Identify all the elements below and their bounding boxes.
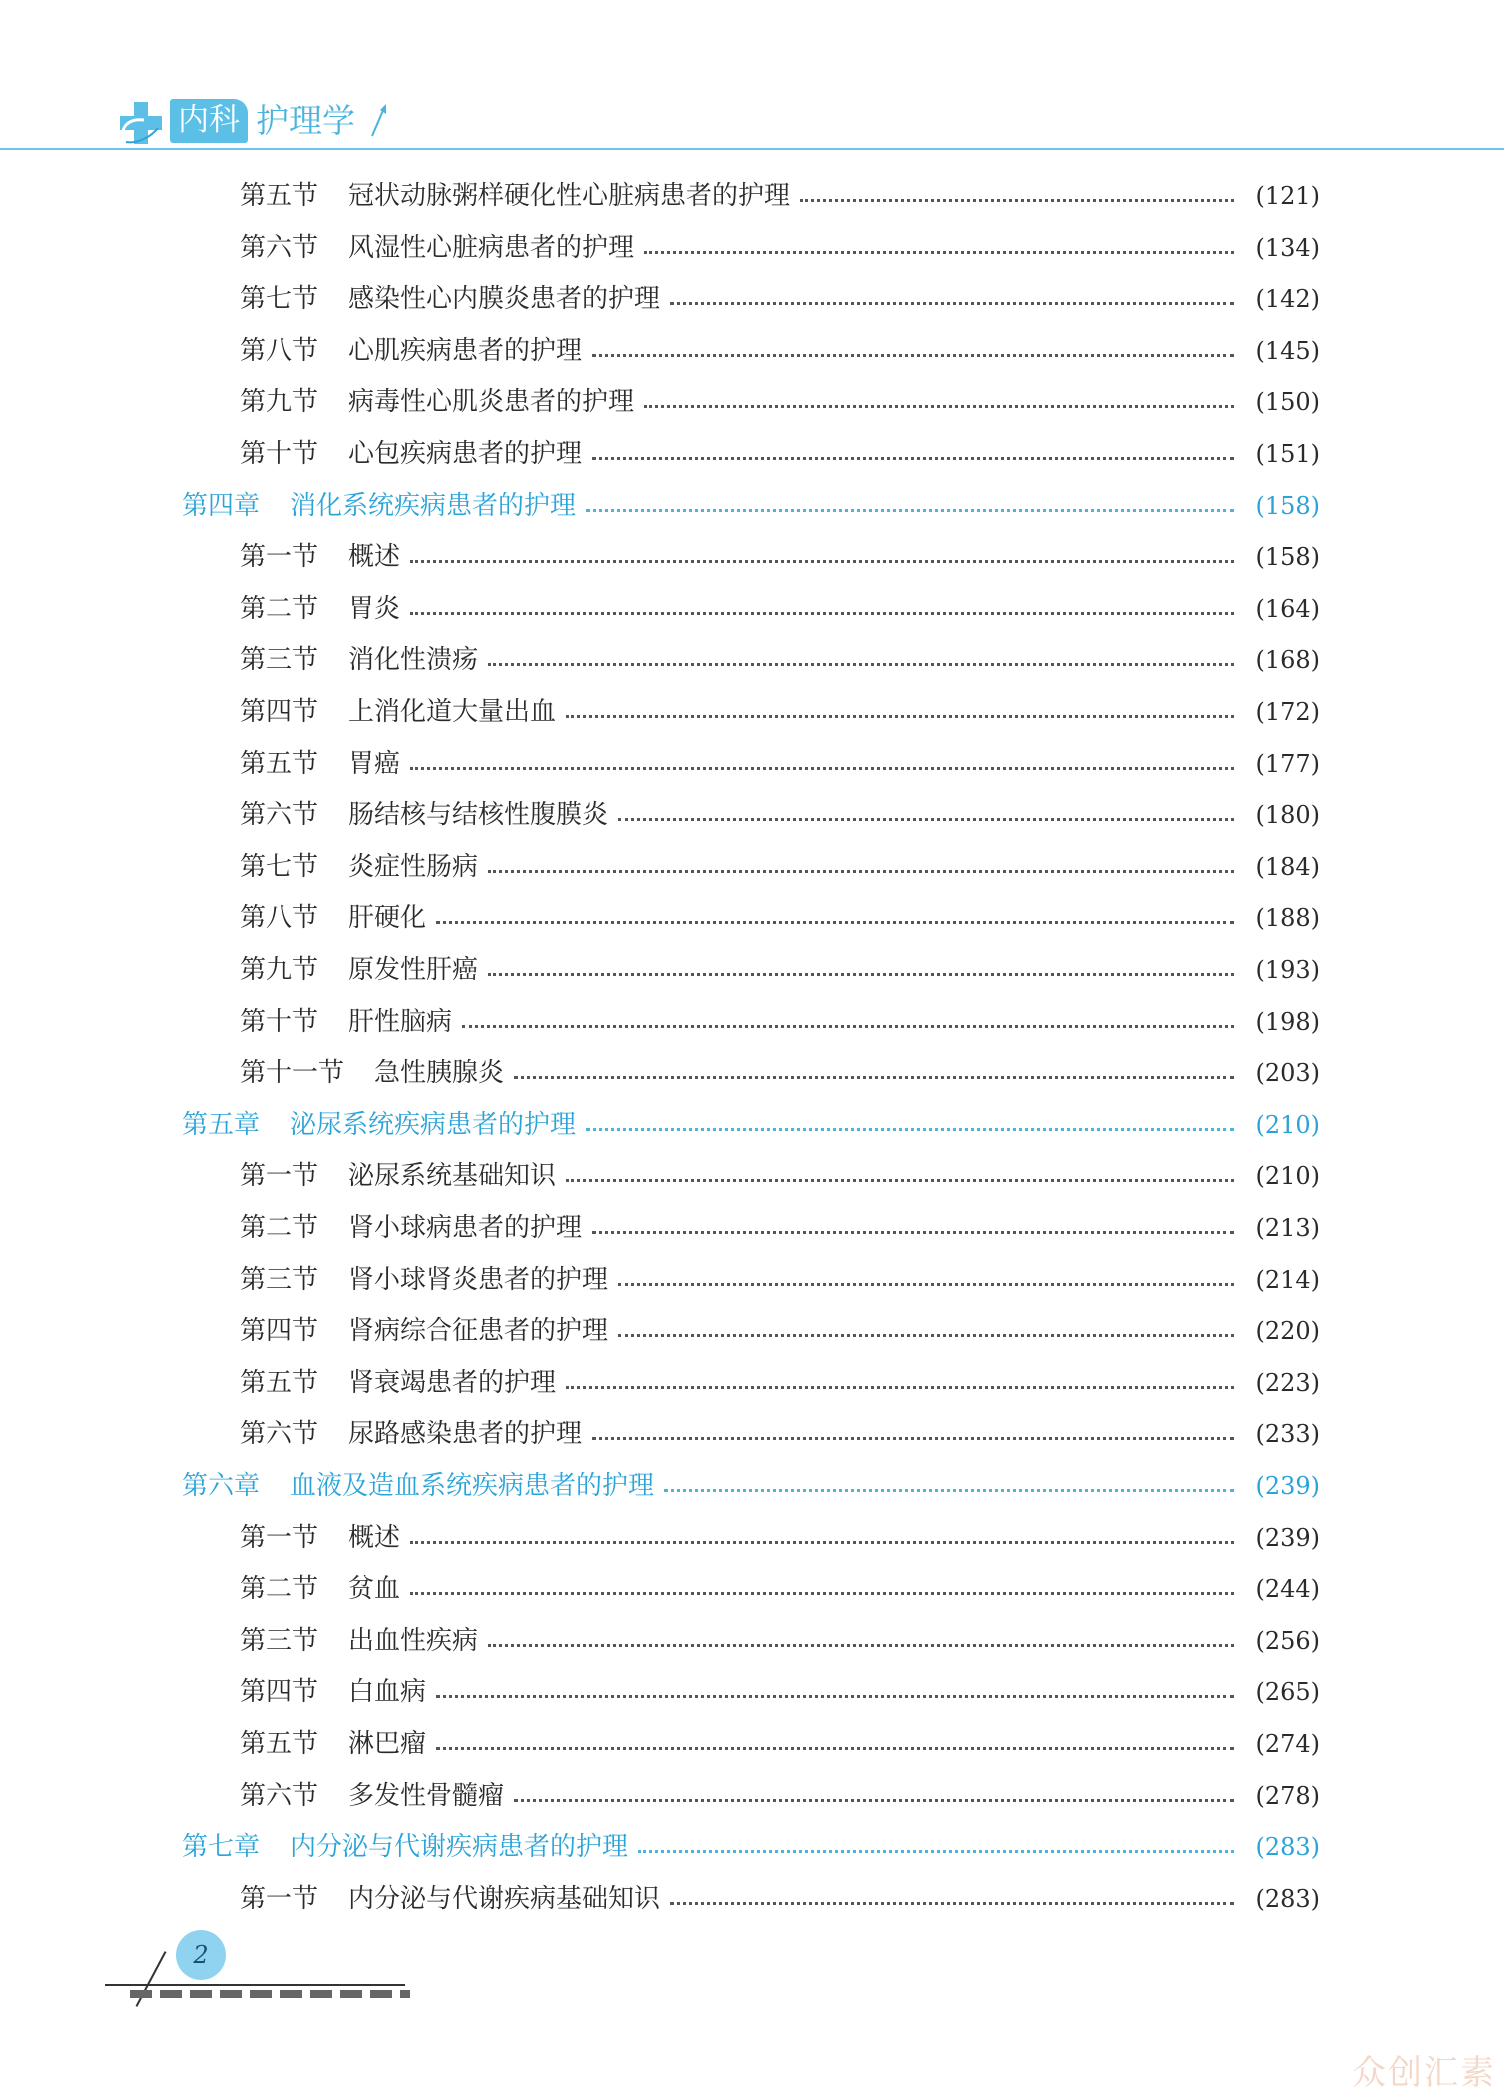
toc-entry-number: 第六章 xyxy=(182,1471,261,1501)
toc-entry-title: 概述 xyxy=(348,1523,401,1553)
toc-entry-number: 第十节 xyxy=(240,1007,319,1037)
toc-entry-label xyxy=(182,486,576,526)
toc-section-row xyxy=(0,692,1504,732)
toc-entry-page: (150) xyxy=(1255,388,1320,416)
medical-cross-logo-icon xyxy=(118,98,166,148)
toc-entry-label xyxy=(240,1518,400,1558)
toc-dot-leader xyxy=(436,1724,1234,1764)
toc-entry-number: 第二节 xyxy=(240,1574,319,1604)
toc-entry-number: 第九节 xyxy=(240,387,319,417)
toc-section-row xyxy=(0,1363,1504,1403)
toc-entry-title: 贫血 xyxy=(348,1574,401,1604)
toc-entry-number: 第六节 xyxy=(240,1781,319,1811)
toc-dot-leader xyxy=(514,1776,1234,1816)
toc-dot-leader xyxy=(410,589,1234,629)
toc-entry-title: 风湿性心脏病患者的护理 xyxy=(348,233,635,263)
toc-section-row xyxy=(0,640,1504,680)
toc-entry-page: (172) xyxy=(1255,698,1320,726)
toc-entry-label xyxy=(240,640,478,680)
toc-section-row xyxy=(0,1776,1504,1816)
toc-entry-title: 炎症性肠病 xyxy=(348,852,479,882)
toc-entry-number: 第一节 xyxy=(240,1161,319,1191)
toc-entry-label xyxy=(240,176,790,216)
toc-dot-leader xyxy=(462,1002,1234,1042)
toc-entry-label xyxy=(240,898,426,938)
toc-section-row xyxy=(0,898,1504,938)
toc-dot-leader xyxy=(618,1260,1234,1300)
toc-entry-page: (193) xyxy=(1255,956,1320,984)
toc-entry-page: (164) xyxy=(1255,595,1320,623)
toc-entry-label xyxy=(240,692,556,732)
toc-entry-number: 第十节 xyxy=(240,439,319,469)
toc-entry-number: 第九节 xyxy=(240,955,319,985)
toc-entry-number: 第三节 xyxy=(240,645,319,675)
toc-entry-title: 消化性溃疡 xyxy=(348,645,479,675)
toc-entry-title: 急性胰腺炎 xyxy=(374,1058,505,1088)
toc-section-row xyxy=(0,1672,1504,1712)
toc-section-row xyxy=(0,950,1504,990)
toc-dot-leader xyxy=(592,1414,1234,1454)
toc-entry-page: (220) xyxy=(1255,1317,1320,1345)
toc-entry-number: 第八节 xyxy=(240,336,319,366)
toc-entry-title: 血液及造血系统疾病患者的护理 xyxy=(290,1471,655,1501)
toc-dot-leader xyxy=(566,692,1234,732)
footer-rule xyxy=(105,1984,405,1986)
toc-entry-title: 心包疾病患者的护理 xyxy=(348,439,583,469)
toc-dot-leader xyxy=(410,744,1234,784)
toc-dot-leader xyxy=(592,1208,1234,1248)
toc-entry-label xyxy=(240,744,400,784)
toc-entry-title: 肾小球肾炎患者的护理 xyxy=(348,1265,609,1295)
toc-entry-page: (180) xyxy=(1255,801,1320,829)
toc-entry-title: 冠状动脉粥样硬化性心脏病患者的护理 xyxy=(348,181,791,211)
toc-entry-number: 第一节 xyxy=(240,1523,319,1553)
toc-entry-label xyxy=(240,1260,608,1300)
toc-dot-leader xyxy=(566,1363,1234,1403)
toc-section-row xyxy=(0,744,1504,784)
toc-entry-number: 第五节 xyxy=(240,181,319,211)
toc-dot-leader xyxy=(592,331,1234,371)
toc-entry-page: (134) xyxy=(1255,234,1320,262)
toc-entry-page: (210) xyxy=(1255,1111,1320,1139)
toc-entry-label xyxy=(240,795,608,835)
toc-entry-number: 第四节 xyxy=(240,1677,319,1707)
toc-entry-label xyxy=(182,1105,576,1145)
toc-section-row xyxy=(0,1311,1504,1351)
toc-dot-leader xyxy=(586,1105,1234,1145)
book-title-rest: 护理学 xyxy=(256,101,355,140)
toc-dot-leader xyxy=(436,898,1234,938)
toc-entry-page: (274) xyxy=(1255,1730,1320,1758)
toc-entry-title: 内分泌与代谢疾病基础知识 xyxy=(348,1884,661,1914)
toc-entry-title: 病毒性心肌炎患者的护理 xyxy=(348,387,635,417)
toc-entry-label xyxy=(240,950,478,990)
toc-section-row xyxy=(0,279,1504,319)
toc-entry-number: 第一节 xyxy=(240,1884,319,1914)
toc-entry-number: 第七节 xyxy=(240,852,319,882)
toc-entry-number: 第五章 xyxy=(182,1110,261,1140)
toc-entry-label xyxy=(240,1621,478,1661)
toc-dot-leader xyxy=(638,1827,1234,1867)
toc-entry-label xyxy=(240,1724,426,1764)
toc-entry-label xyxy=(240,1208,582,1248)
toc-entry-number: 第二节 xyxy=(240,1213,319,1243)
toc-entry-page: (256) xyxy=(1255,1627,1320,1655)
toc-entry-title: 内分泌与代谢疾病患者的护理 xyxy=(290,1832,629,1862)
toc-entry-page: (151) xyxy=(1255,440,1320,468)
toc-entry-number: 第一节 xyxy=(240,542,319,572)
toc-entry-number: 第三节 xyxy=(240,1265,319,1295)
toc-chapter-row xyxy=(0,1105,1504,1145)
toc-entry-title: 肾病综合征患者的护理 xyxy=(348,1316,609,1346)
toc-section-row xyxy=(0,589,1504,629)
pencil-flourish-icon xyxy=(368,102,390,138)
page-number: 2 xyxy=(176,1930,226,1980)
toc-entry-page: (239) xyxy=(1255,1524,1320,1552)
toc-entry-label xyxy=(240,279,660,319)
toc-dot-leader xyxy=(488,950,1234,990)
toc-dot-leader xyxy=(410,1569,1234,1609)
toc-section-row xyxy=(0,331,1504,371)
toc-entry-title: 尿路感染患者的护理 xyxy=(348,1419,583,1449)
toc-entry-page: (233) xyxy=(1255,1420,1320,1448)
toc-entry-number: 第二节 xyxy=(240,594,319,624)
toc-dot-leader xyxy=(488,847,1234,887)
toc-entry-title: 胃癌 xyxy=(348,749,401,779)
toc-section-row xyxy=(0,382,1504,422)
toc-entry-number: 第三节 xyxy=(240,1626,319,1656)
toc-entry-page: (203) xyxy=(1255,1059,1320,1087)
toc-section-row xyxy=(0,537,1504,577)
toc-section-row xyxy=(0,1002,1504,1042)
toc-entry-page: (158) xyxy=(1255,543,1320,571)
toc-entry-title: 概述 xyxy=(348,542,401,572)
toc-dot-leader xyxy=(670,279,1234,319)
toc-entry-page: (265) xyxy=(1255,1678,1320,1706)
toc-entry-label xyxy=(240,1776,504,1816)
toc-entry-title: 消化系统疾病患者的护理 xyxy=(290,491,577,521)
toc-entry-number: 第六节 xyxy=(240,233,319,263)
toc-dot-leader xyxy=(670,1879,1234,1919)
toc-entry-label xyxy=(240,1311,608,1351)
toc-entry-title: 原发性肝癌 xyxy=(348,955,479,985)
toc-entry-number: 第六节 xyxy=(240,1419,319,1449)
toc-entry-label xyxy=(240,1053,504,1093)
toc-entry-page: (278) xyxy=(1255,1782,1320,1810)
toc-entry-page: (177) xyxy=(1255,750,1320,778)
toc-entry-number: 第四节 xyxy=(240,697,319,727)
toc-entry-label xyxy=(240,1002,452,1042)
toc-entry-label xyxy=(240,331,582,371)
toc-entry-title: 肾衰竭患者的护理 xyxy=(348,1368,557,1398)
toc-entry-label xyxy=(240,1569,400,1609)
toc-section-row xyxy=(0,1414,1504,1454)
toc-entry-title: 上消化道大量出血 xyxy=(348,697,557,727)
watermark: 众创汇素 xyxy=(1352,2053,1496,2093)
toc-entry-title: 出血性疾病 xyxy=(348,1626,479,1656)
toc-entry-number: 第五节 xyxy=(240,1729,319,1759)
toc-entry-page: (158) xyxy=(1255,492,1320,520)
toc-entry-page: (239) xyxy=(1255,1472,1320,1500)
toc-entry-title: 感染性心内膜炎患者的护理 xyxy=(348,284,661,314)
footer-slash xyxy=(136,1951,167,2007)
toc-entry-title: 肾小球病患者的护理 xyxy=(348,1213,583,1243)
toc-entry-number: 第六节 xyxy=(240,800,319,830)
toc-entry-page: (283) xyxy=(1255,1833,1320,1861)
toc-chapter-row xyxy=(0,1827,1504,1867)
toc-chapter-row xyxy=(0,486,1504,526)
toc-entry-label xyxy=(240,434,582,474)
toc-section-row xyxy=(0,1621,1504,1661)
toc-entry-title: 多发性骨髓瘤 xyxy=(348,1781,505,1811)
toc-entry-page: (168) xyxy=(1255,646,1320,674)
toc-entry-page: (283) xyxy=(1255,1885,1320,1913)
toc-chapter-row xyxy=(0,1466,1504,1506)
toc-section-row xyxy=(0,1053,1504,1093)
toc-section-row xyxy=(0,228,1504,268)
toc-entry-title: 白血病 xyxy=(348,1677,427,1707)
toc-dot-leader xyxy=(800,176,1234,216)
toc-section-row xyxy=(0,1518,1504,1558)
toc-section-row xyxy=(0,1724,1504,1764)
toc-section-row xyxy=(0,795,1504,835)
toc-entry-label xyxy=(240,589,400,629)
toc-section-row xyxy=(0,1260,1504,1300)
toc-entry-number: 第四章 xyxy=(182,491,261,521)
toc-entry-label xyxy=(240,1672,426,1712)
toc-entry-label xyxy=(240,847,478,887)
toc-entry-number: 第七节 xyxy=(240,284,319,314)
toc-entry-page: (145) xyxy=(1255,337,1320,365)
toc-entry-page: (198) xyxy=(1255,1008,1320,1036)
toc-section-row xyxy=(0,847,1504,887)
toc-entry-title: 肝硬化 xyxy=(348,903,427,933)
toc-dot-leader xyxy=(488,1621,1234,1661)
toc-dot-leader xyxy=(514,1053,1234,1093)
toc-entry-label xyxy=(240,1414,582,1454)
toc-entry-label xyxy=(240,228,634,268)
toc-entry-title: 泌尿系统疾病患者的护理 xyxy=(290,1110,577,1140)
toc-entry-page: (121) xyxy=(1255,182,1320,210)
toc-entry-page: (223) xyxy=(1255,1369,1320,1397)
toc-entry-title: 胃炎 xyxy=(348,594,401,624)
toc-entry-page: (184) xyxy=(1255,853,1320,881)
toc-dot-leader xyxy=(410,1518,1234,1558)
toc-entry-title: 淋巴瘤 xyxy=(348,1729,427,1759)
toc-entry-number: 第四节 xyxy=(240,1316,319,1346)
page-footer xyxy=(0,1920,1504,2010)
toc-dot-leader xyxy=(592,434,1234,474)
toc-entry-label xyxy=(240,1156,556,1196)
toc-entry-label xyxy=(240,382,634,422)
toc-dot-leader xyxy=(618,795,1234,835)
toc-entry-label xyxy=(182,1827,628,1867)
header-divider xyxy=(0,148,1504,150)
toc-section-row xyxy=(0,1156,1504,1196)
toc-entry-title: 泌尿系统基础知识 xyxy=(348,1161,557,1191)
toc-entry-number: 第五节 xyxy=(240,749,319,779)
toc-dot-leader xyxy=(436,1672,1234,1712)
toc-entry-page: (210) xyxy=(1255,1162,1320,1190)
toc-entry-label xyxy=(182,1466,654,1506)
toc-entry-title: 心肌疾病患者的护理 xyxy=(348,336,583,366)
toc-entry-page: (213) xyxy=(1255,1214,1320,1242)
toc-entry-label xyxy=(240,1363,556,1403)
toc-section-row xyxy=(0,1208,1504,1248)
toc-entry-label xyxy=(240,537,400,577)
toc-entry-number: 第十一节 xyxy=(240,1058,345,1088)
toc-entry-page: (244) xyxy=(1255,1575,1320,1603)
toc-entry-number: 第八节 xyxy=(240,903,319,933)
toc-entry-page: (142) xyxy=(1255,285,1320,313)
toc-entry-label xyxy=(240,1879,660,1919)
toc-entry-number: 第七章 xyxy=(182,1832,261,1862)
toc-section-row xyxy=(0,1569,1504,1609)
toc-dot-leader xyxy=(410,537,1234,577)
book-title-highlight: 内科 xyxy=(170,99,248,143)
toc-entry-page: (214) xyxy=(1255,1266,1320,1294)
footer-dash-strip xyxy=(130,1990,410,1998)
toc-dot-leader xyxy=(488,640,1234,680)
toc-dot-leader xyxy=(618,1311,1234,1351)
toc-dot-leader xyxy=(664,1466,1234,1506)
toc-entry-number: 第五节 xyxy=(240,1368,319,1398)
toc-dot-leader xyxy=(586,486,1234,526)
toc-dot-leader xyxy=(566,1156,1234,1196)
book-title xyxy=(170,98,355,144)
toc-dot-leader xyxy=(644,382,1234,422)
toc-entry-title: 肝性脑病 xyxy=(348,1007,453,1037)
toc-entry-page: (188) xyxy=(1255,904,1320,932)
toc-dot-leader xyxy=(644,228,1234,268)
toc-entry-title: 肠结核与结核性腹膜炎 xyxy=(348,800,609,830)
toc-section-row xyxy=(0,1879,1504,1919)
toc-section-row xyxy=(0,176,1504,216)
page-header xyxy=(0,88,1504,158)
toc-section-row xyxy=(0,434,1504,474)
